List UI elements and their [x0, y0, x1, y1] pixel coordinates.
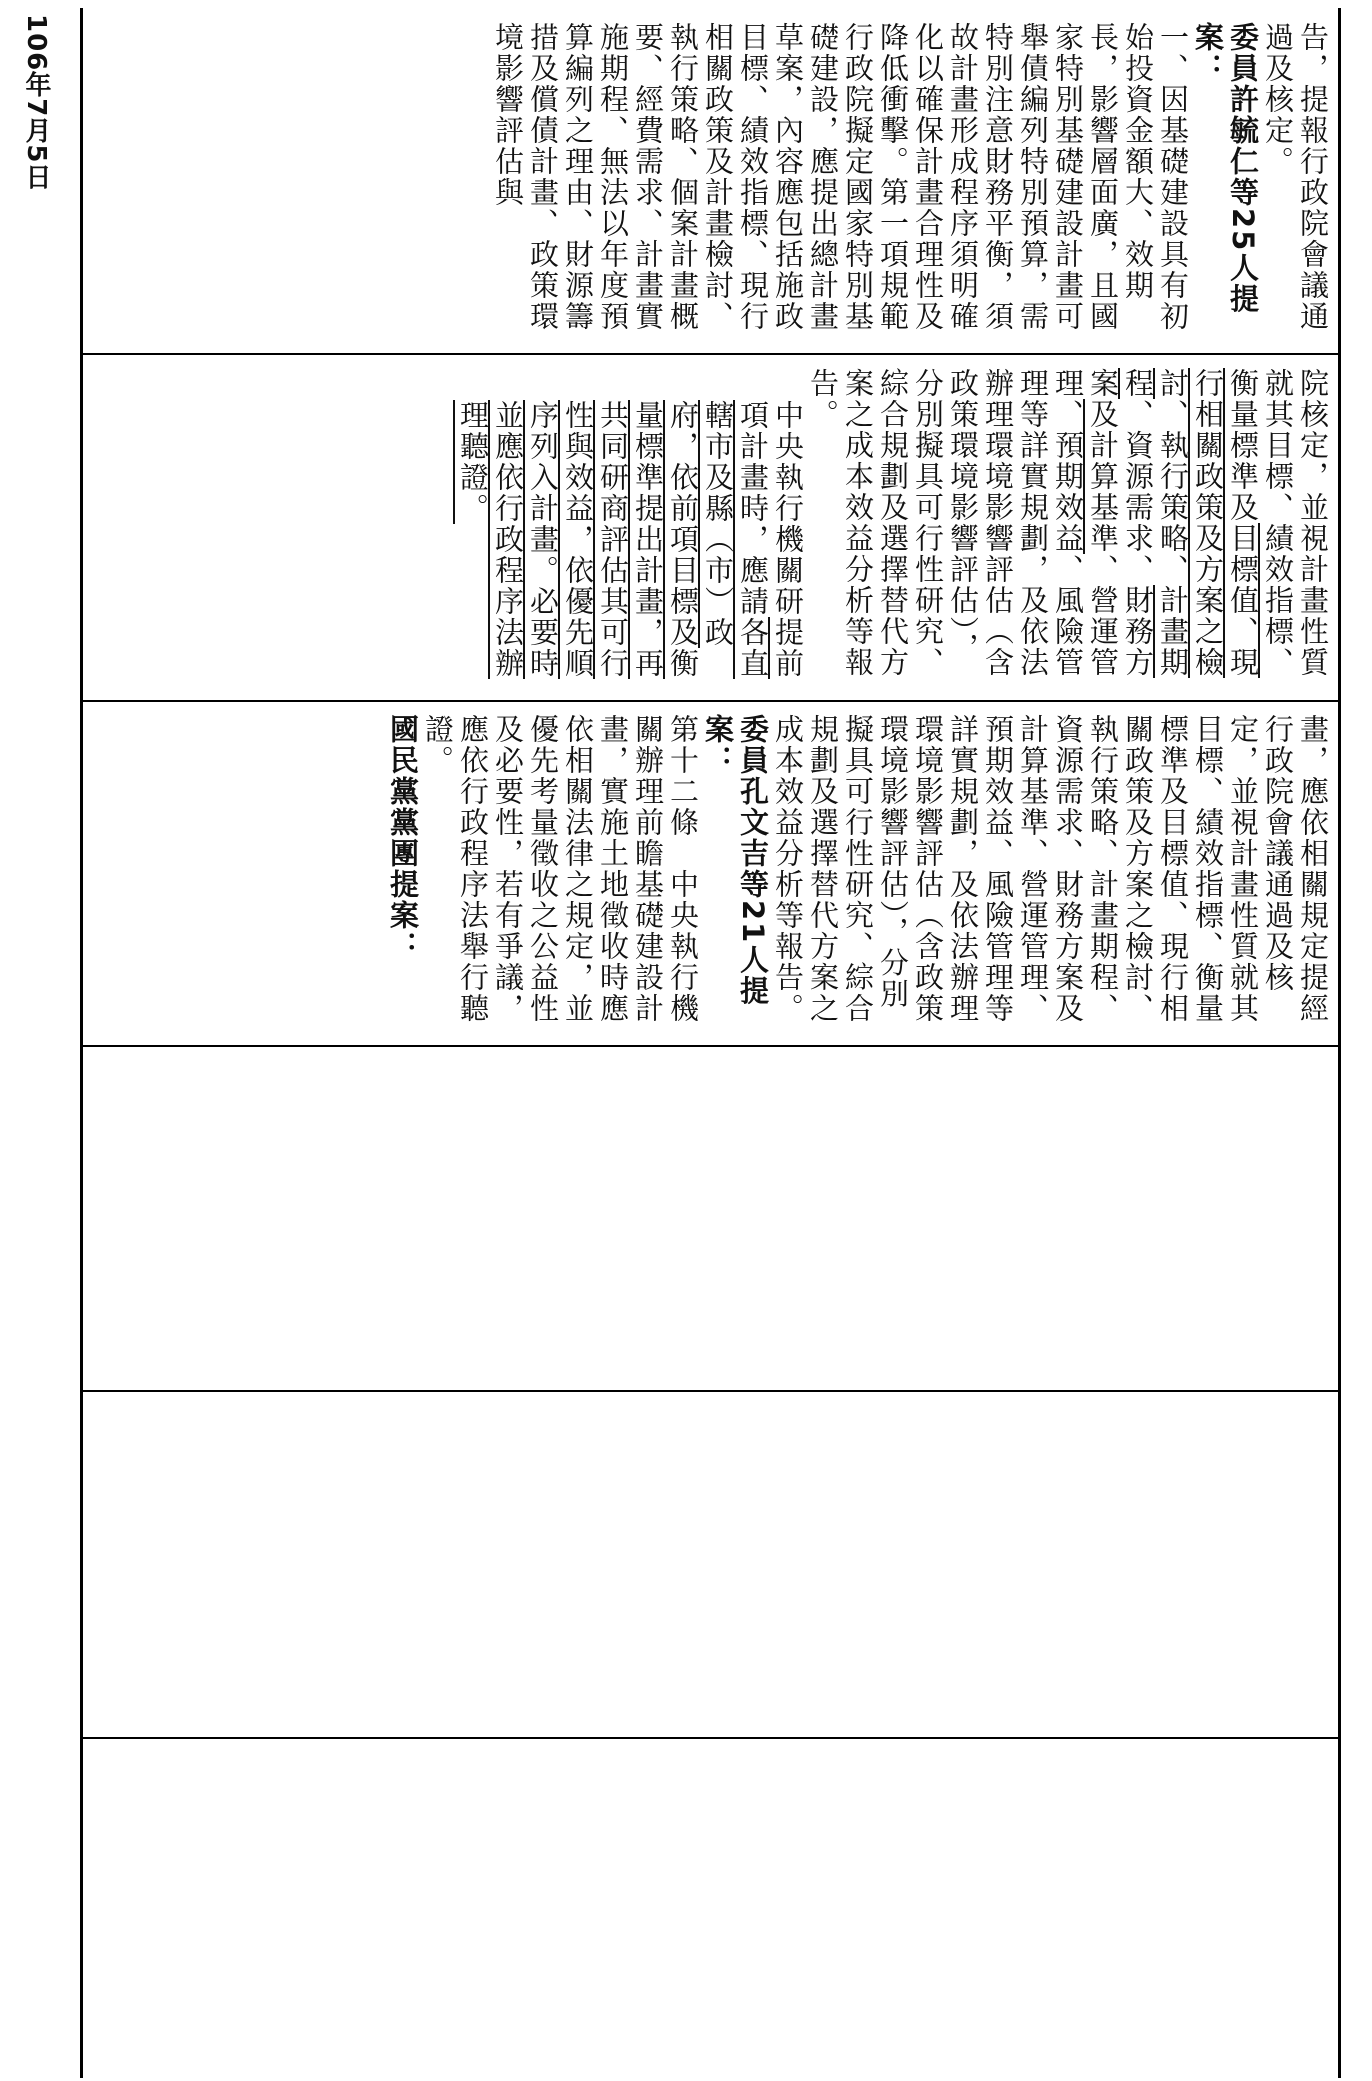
proposal-heading: 委員許毓仁等25人提案：	[1191, 22, 1260, 315]
proposal-heading: 委員孔文吉等21人提案：	[701, 714, 770, 1007]
paragraph: 告，提報行政院會議通過及核定。	[1261, 22, 1330, 332]
underlined-amendment: 績效指標、衡量標準及目標值、現行相關政策及方案之檢討	[1156, 368, 1295, 678]
text-column-3	[100, 714, 1330, 1039]
text-column-1	[100, 22, 1330, 347]
right-frame-rule	[1338, 8, 1341, 2078]
empty-column-6	[82, 1739, 1338, 2077]
underlined-amendment: 提前項計畫時，應請各直轄市及縣（市）政府，依前項目標及衡量標準提出計畫，再共同研商評估其可行性與效益，依優先順序列入計畫。必要時並應依行政程序法辦理聽證。	[456, 399, 805, 679]
underlined-amendment: 及計算基準	[1086, 399, 1120, 554]
paragraph: 院核定，並視計畫性質就其目標、績效指標、衡量標準及目標值、現行相關政策及方案之檢討、執行策略、計畫期程、資源需求、財務方案及計算基準、營運管理、預期效益、風險管理等詳實規劃，及依法辦理環境影響評估（含政策環境影響評估），分別擬具可行性研究、綜合規劃及選擇替代方案之成本效益分析等報告。	[806, 368, 1330, 678]
divider-2	[82, 700, 1338, 702]
paragraph: 中央執行機關研提前項計畫時，應請各直轄市及縣（市）政府，依前項目標及衡量標準提出計畫，再共同研商評估其可行性與效益，依優先順序列入計畫。必要時並應依行政程序法辦理聽證。	[456, 399, 805, 679]
divider-1	[82, 353, 1338, 355]
underlined-amendment: 計畫期程	[1121, 368, 1190, 678]
proposal-heading: 國民黨黨團提案：	[386, 714, 420, 962]
paragraph: 畫，應依相關規定提經行政院會議通過及核定，並視計畫性質就其目標、績效指標、衡量標準及目標值、現行相關政策及方案之檢討、執行策略、計畫期程、資源需求、財務方案及計算基準、營運管理、預期效益、風險管理等詳實規劃，及依法辦理環境影響評估（含政策環境影響評估），分別擬具可行性研究、綜合規劃及選擇替代方案之成本效益分析等報告。	[771, 714, 1330, 1024]
paragraph: 一、因基礎建設具有初始投資金額大、效期長，影響層面廣，且國家特別基礎建設計畫可舉債編列特別預算，需特別注意財務平衡，須故計畫形成程序須明確化以確保計畫合理性及降低衝擊。第一項規範行政院擬定國家特別基礎建設，應提出總計畫草案，內容應包括施政目標、績效指標、現行相關政策及計畫檢討、執行策略、個案計畫概要、經費需求、計畫實施期程、無法以年度預算編列之理由、財源籌措及償債計畫、政策環境影響評估與	[491, 22, 1190, 332]
page-date: 106年7月5日	[21, 14, 51, 191]
text-column-2	[100, 368, 1330, 693]
empty-column-4	[82, 1047, 1338, 1389]
empty-column-5	[82, 1392, 1338, 1736]
article-paragraph: 第十二條 中央執行機關辦理前瞻基礎建設計畫，實施土地徵收時應依相關法律之規定，並優先考量徵收之公益性及必要性，若有爭議，應依行政程序法舉行聽證。	[421, 714, 700, 1024]
